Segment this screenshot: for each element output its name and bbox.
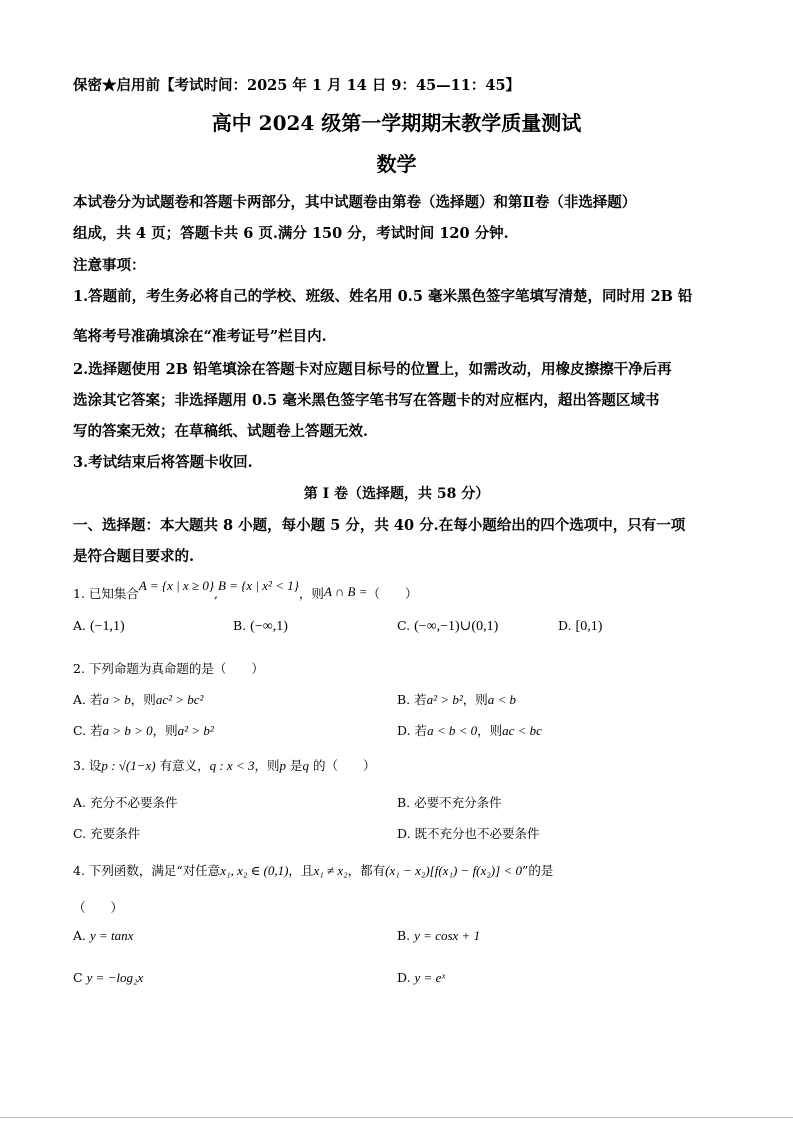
q1-option-b-label: B. bbox=[233, 618, 247, 633]
q3-option-c bbox=[73, 824, 140, 842]
q3-mid1: 有意义， bbox=[159, 758, 210, 773]
q3-post: 的（ ） bbox=[312, 758, 376, 773]
q2-option-a-pre: 若 bbox=[90, 692, 103, 707]
q3-q-def: q : x < 3 bbox=[209, 758, 255, 773]
q3-option-d-label: D. bbox=[397, 826, 411, 841]
q4-option-b-label: B. bbox=[397, 928, 411, 943]
q1-option-a-value: (−1,1) bbox=[90, 619, 125, 634]
q4-option-d bbox=[397, 970, 445, 986]
q1-set-a: A = {x | x ≥ 0} bbox=[138, 578, 215, 593]
q2-option-c-cond: a > b > 0 bbox=[102, 723, 153, 738]
q4-post: ”的是 bbox=[521, 863, 554, 878]
q3-pre: 3. 设 bbox=[73, 758, 102, 773]
q4-option-b-value: y = cosx + 1 bbox=[414, 928, 481, 943]
intro-line-1: 本试卷分为试题卷和答题卡两部分，其中试题卷由第卷（选择题）和第Ⅱ卷（非选择题） bbox=[73, 194, 637, 211]
q2-option-a-concl: ac² > bc² bbox=[155, 692, 204, 707]
q3-option-b-value: 必要不充分条件 bbox=[414, 795, 502, 810]
q2-option-d-label: D. bbox=[397, 723, 411, 738]
q1-option-d-label: D. bbox=[558, 618, 572, 633]
q1-option-b-value: (−∞,1) bbox=[250, 619, 288, 634]
q3-option-a-label: A. bbox=[73, 795, 87, 810]
q3-option-c-label: C. bbox=[73, 826, 87, 841]
q2-option-d-mid: ，则 bbox=[477, 723, 503, 738]
q4-option-c-value: y = −log₂x bbox=[86, 970, 144, 985]
q2-option-c-label: C. bbox=[73, 723, 87, 738]
q3-p-def: p : √(1−x) bbox=[101, 758, 156, 773]
note-1b: 笔将考号准确填涂在“准考证号”栏目内. bbox=[73, 328, 327, 345]
q3-mid2: ，则 bbox=[254, 758, 280, 773]
notes-heading: 注意事项： bbox=[73, 257, 146, 274]
q1-option-c bbox=[397, 618, 498, 635]
q3-option-b-label: B. bbox=[397, 795, 411, 810]
q3-option-d-value: 既不充分也不必要条件 bbox=[414, 826, 540, 841]
q2-option-b-concl: a < b bbox=[487, 692, 517, 707]
q2-option-d-pre: 若 bbox=[414, 723, 428, 738]
q2-option-a-cond: a > b bbox=[102, 692, 131, 707]
q1-option-b bbox=[233, 618, 288, 635]
q4-option-a-label: A. bbox=[73, 928, 87, 943]
q4-mid1: ，且 bbox=[288, 863, 314, 878]
q1-set-b: B = {x | x² < 1} bbox=[218, 578, 299, 593]
q3-mid3: 是 bbox=[289, 758, 303, 773]
confidential-line: 保密★启用前【考试时间：2025 年 1 月 14 日 9：45—11：45】 bbox=[73, 77, 521, 94]
q4-mid2: ，都有 bbox=[347, 863, 386, 878]
q3-option-b bbox=[397, 793, 502, 811]
part1-line-b: 是符合题目要求的. bbox=[73, 548, 195, 565]
subject-title: 数学 bbox=[376, 152, 417, 176]
note-2c: 写的答案无效；在草稿纸、试题卷上答题无效. bbox=[73, 423, 369, 440]
q2-option-b-pre: 若 bbox=[414, 692, 427, 707]
q4-option-c bbox=[73, 970, 143, 986]
q2-option-a-mid: ，则 bbox=[130, 692, 156, 707]
q4-option-c-label: C bbox=[73, 970, 83, 985]
part1-line-a: 一、选择题：本大题共 8 小题，每小题 5 分，共 40 分.在每小题给出的四个选项中，只有一项 bbox=[73, 517, 686, 534]
q2-option-b-label: B. bbox=[397, 692, 411, 707]
q2-option-c-concl: a² > b² bbox=[177, 723, 214, 738]
q4-option-b bbox=[397, 928, 480, 944]
q1-sep: , bbox=[214, 586, 219, 601]
q1-prefix: 1. 已知集合 bbox=[73, 586, 139, 601]
q4-option-d-value: y = eˣ bbox=[414, 970, 446, 985]
q1-mid: ，则 bbox=[298, 586, 324, 601]
q4-inequality: (x₁ − x₂)[f(x₁) − f(x₂)] < 0 bbox=[385, 863, 522, 878]
q2-stem: 2. 下列命题为真命题的是（ ） bbox=[73, 661, 264, 676]
q4-neq: x₁ ≠ x₂ bbox=[313, 863, 348, 878]
q2-option-b-cond: a² > b² bbox=[426, 692, 463, 707]
q4-pre: 4. 下列函数，满足“对任意 bbox=[73, 863, 221, 878]
q2-option-c-mid: ，则 bbox=[152, 723, 178, 738]
q4-option-a-value: y = tanx bbox=[90, 928, 134, 943]
q3-option-a bbox=[73, 793, 178, 811]
q2-option-d-cond: a < b < 0 bbox=[427, 723, 478, 738]
note-2b: 选涂其它答案；非选择题用 0.5 毫米黑色签字笔书写在答题卡的对应框内，超出答题区域书 bbox=[73, 392, 660, 409]
q2-option-d-concl: ac < bc bbox=[502, 723, 542, 738]
exam-title: 高中 2024 级第一学期期末教学质量测试 bbox=[211, 111, 582, 135]
q2-option-b bbox=[397, 690, 516, 708]
note-1a: 1.答题前，考生务必将自己的学校、班级、姓名用 0.5 毫米黑色签字笔填写清楚，同时用 2B 铅 bbox=[73, 288, 693, 305]
q1-option-d-value: [0,1) bbox=[575, 619, 603, 634]
q1-stem bbox=[73, 578, 418, 602]
q3-option-a-value: 充分不必要条件 bbox=[90, 795, 178, 810]
note-3: 3.考试结束后将答题卡收回. bbox=[73, 454, 253, 471]
q3-q-ref: q bbox=[302, 758, 309, 773]
q3-option-d bbox=[397, 824, 540, 842]
q3-option-c-value: 充要条件 bbox=[90, 826, 141, 841]
q1-expr: A ∩ B = bbox=[323, 584, 368, 599]
q4-option-a bbox=[73, 928, 133, 944]
intro-line-2: 组成，共 4 页；答题卡共 6 页.满分 150 分，考试时间 120 分钟. bbox=[73, 225, 509, 242]
q1-option-a-label: A. bbox=[73, 618, 87, 633]
q4-vars: x₁, x₂ ∈ (0,1) bbox=[220, 863, 289, 878]
q2-option-c bbox=[73, 721, 214, 739]
q2-option-a-label: A. bbox=[73, 692, 87, 707]
q1-option-a bbox=[73, 618, 125, 635]
q2-option-c-pre: 若 bbox=[90, 723, 103, 738]
q1-option-c-value: (−∞,−1)∪(0,1) bbox=[414, 619, 499, 634]
note-2a: 2.选择题使用 2B 铅笔填涂在答题卡对应题目标号的位置上，如需改动，用橡皮擦擦干净后再 bbox=[73, 361, 672, 378]
q2-option-a bbox=[73, 690, 203, 708]
q4-stem bbox=[73, 861, 553, 879]
q1-blank: （ ） bbox=[367, 586, 418, 601]
q2-option-d bbox=[397, 721, 542, 739]
q2-option-b-mid: ，则 bbox=[462, 692, 488, 707]
q3-stem bbox=[73, 756, 375, 774]
q1-option-d bbox=[558, 618, 602, 635]
page-bottom-divider bbox=[0, 1117, 793, 1118]
q3-p-ref: p bbox=[279, 758, 286, 773]
q4-blank: （ ） bbox=[73, 900, 124, 915]
section-title: 第 I 卷（选择题，共 58 分） bbox=[303, 486, 490, 502]
q4-option-d-label: D. bbox=[397, 970, 411, 985]
q1-option-c-label: C. bbox=[397, 618, 411, 633]
